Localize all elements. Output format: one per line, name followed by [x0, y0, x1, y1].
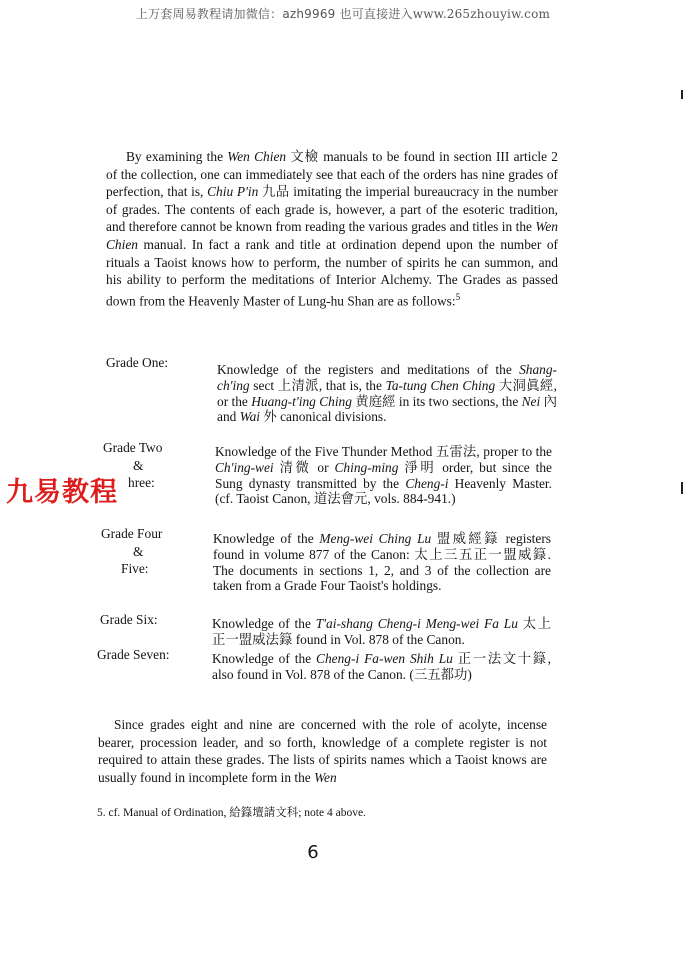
grade-three-label: hree: — [128, 475, 155, 490]
text-run: 淨明 order, but since the Sung dynasty transmitted by the — [215, 459, 552, 491]
edge-mark — [681, 90, 683, 99]
grade-five-label: Five: — [121, 561, 149, 576]
text-run: Knowledge of the Five Thunder Method 五雷法, proper to the — [215, 444, 552, 459]
grade-four-label: Grade Four — [101, 526, 163, 541]
italic-term: Nei — [521, 393, 541, 409]
text-run: 正一法文十籙, also found in Vol. 878 of the Canon. (三五都功) — [212, 651, 551, 682]
italic-term: Chiu P'in — [207, 184, 259, 200]
page-number: 6 — [307, 842, 319, 863]
text-run: 外 canonical divisions. — [260, 409, 387, 425]
text-run: 大洞眞經, or the — [217, 377, 557, 409]
grade-one-text — [217, 362, 557, 425]
grade-seven-text — [212, 651, 551, 683]
grade-one-label: Grade One: — [106, 355, 169, 370]
italic-term: Wen Chien — [106, 219, 558, 252]
footnote: 5. cf. Manual of Ordination, 給籙壇請文科; note 4 above. — [97, 807, 366, 819]
grade-six-text — [212, 616, 551, 648]
italic-term: Cheng-i — [405, 475, 449, 491]
text-run: 盟威經籙 registers found in volume 877 of the Canon: 太上三五正一盟威籙. The documents in sections 1, 2, and 3 of the collection are taken from a Grade Four Taoist's holdings. — [213, 531, 551, 594]
italic-term: Wen — [314, 769, 337, 785]
text-run: 黄庭經 in its two sections, the — [351, 393, 522, 409]
header-notice-text: 上万套周易教程请加微信：azh9969 也可直接进入 — [135, 7, 413, 21]
grade-two-three-text — [215, 444, 552, 507]
watermark-logo: 九易教程 — [4, 470, 120, 509]
header-url[interactable]: www.265zhouyiw.com — [412, 7, 551, 21]
italic-term: Wen Chien — [227, 149, 287, 164]
italic-term: Cheng-i Fa-wen Shih Lu — [316, 651, 453, 666]
text-run: 內 and — [217, 393, 557, 425]
text-run: 清微 or — [273, 459, 335, 475]
italic-term: Shang-ch'ing — [217, 362, 557, 393]
italic-term: Meng-wei Ching Lu — [319, 531, 432, 546]
text-run: Knowledge of the registers and meditations of the — [217, 362, 520, 377]
grade-four-five-text — [213, 531, 551, 594]
grade-ampersand: & — [133, 458, 144, 473]
italic-term: Ch'ing-wei — [215, 459, 274, 475]
text-run: By examining the — [126, 149, 228, 164]
footnote-ref: 5 — [455, 291, 461, 302]
italic-term: Huang-t'ing Ching — [251, 393, 352, 409]
grade-six-label: Grade Six: — [100, 612, 158, 627]
text-run: sect 上清派, that is, the — [249, 377, 386, 393]
italic-term: Ching-ming — [334, 459, 399, 475]
body-paragraph-2 — [98, 716, 547, 786]
text-run: Heavenly Master. (cf. Taoist Canon, 道法會元, vols. 884-941.) — [215, 475, 552, 507]
text-run: 九品 imitating the imperial bureaucracy in the number of grades. The contents of each grade is, however, a part of the esoteric tradition, and therefore cannot be known from reading the various grades and titles in the — [106, 184, 558, 235]
text-run: Since grades eight and nine are concerned with the role of acolyte, incense bearer, procession leader, and so forth, knowledge of a complete register is not required to attain these grades. The lists of spirits names which a Taoist knows are usually found in incomplete form in the — [98, 717, 547, 785]
grade-seven-label: Grade Seven: — [97, 647, 170, 662]
italic-term: Wai — [239, 409, 261, 425]
text-run: manual. In fact a rank and title at ordination depend upon the number of rituals a Taoist knows how to perform, the number of spirits he can summon, and his ability to perform the meditations of Interior Alchemy. The Grades as passed down from the Heavenly Master of Lung-hu Shan are as follows: — [106, 236, 558, 309]
text-run: Knowledge of the — [212, 616, 316, 631]
text-run: 太上正一盟威法籙 found in Vol. 878 of the Canon. — [212, 616, 551, 647]
grade-ampersand: & — [133, 544, 144, 559]
text-run: Knowledge of the — [212, 651, 317, 666]
text-run: 文檢 manuals to be found in section III article 2 of the collection, one can immediately see that each of the orders has nine grades of perfection, that is, — [106, 149, 559, 200]
header-notice — [0, 5, 686, 22]
edge-mark — [681, 482, 683, 494]
italic-term: Ta-tung Chen Ching — [385, 377, 496, 393]
grade-two-label: Grade Two — [103, 440, 163, 455]
text-run: Knowledge of the — [213, 531, 320, 546]
body-paragraph-1 — [106, 148, 558, 310]
italic-term: T'ai-shang Cheng-i Meng-wei Fa Lu — [315, 616, 518, 631]
